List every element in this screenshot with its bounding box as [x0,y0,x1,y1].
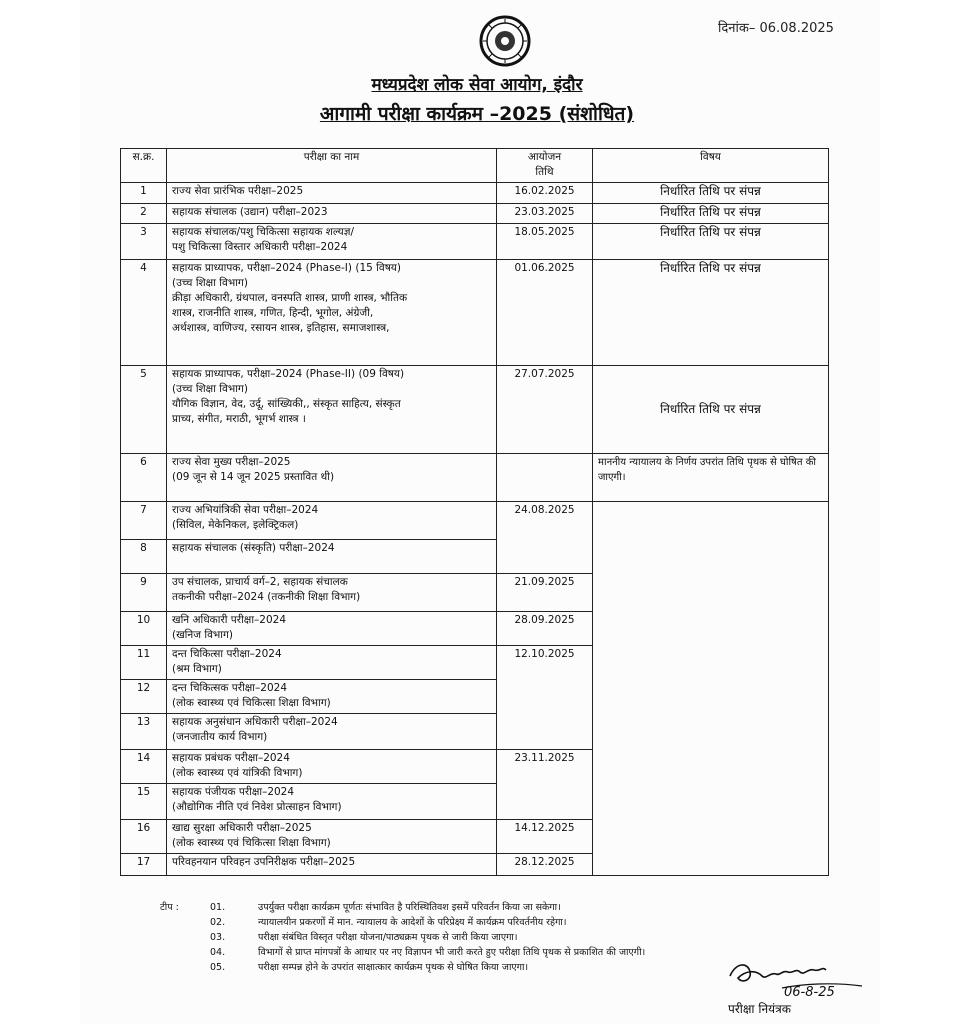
header-subject: विषय [593,149,829,183]
exam-name-cell: सहायक संचालक (उद्यान) परीक्षा–2023 [167,204,497,224]
header-date: आयोजन तिथि [497,149,593,183]
note-item: 02. न्यायालयीन प्रकरणों में मान. न्यायालय के आदेशों के परिप्रेक्ष्य में कार्यक्रम परिवर्तनीय रहेगा। [210,917,567,928]
date-cell: 27.07.2025 [497,366,593,454]
exam-name-cell: सहायक प्रबंधक परीक्षा–2024 (लोक स्वास्थ्य एवं यांत्रिकी विभाग) [167,750,497,784]
serial-cell: 8 [121,540,167,574]
serial-cell: 10 [121,612,167,646]
status-cell: निर्धारित तिथि पर संपन्न [593,204,829,224]
exam-name-cell: राज्य अभियांत्रिकी सेवा परीक्षा–2024 (सिविल, मेकेनिकल, इलेक्ट्रिकल) [167,502,497,540]
serial-cell: 4 [121,260,167,366]
serial-cell: 16 [121,820,167,854]
date-cell: 01.06.2025 [497,260,593,366]
date-cell: 23.11.2025 [497,750,593,820]
note-item: 05. परीक्षा सम्पन्न होने के उपरांत साक्षात्कार कार्यक्रम पृथक से घोषित किया जाएगा। [210,962,529,973]
date-cell: 24.08.2025 [497,502,593,574]
serial-cell: 12 [121,680,167,714]
serial-cell: 11 [121,646,167,680]
exam-name-cell: दन्त चिकित्सा परीक्षा–2024 (श्रम विभाग) [167,646,497,680]
date-cell: 28.12.2025 [497,854,593,876]
serial-cell: 15 [121,784,167,820]
exam-name-cell: खाद्य सुरक्षा अधिकारी परीक्षा–2025 (लोक स्वास्थ्य एवं चिकित्सा शिक्षा विभाग) [167,820,497,854]
exam-name-cell: सहायक अनुसंधान अधिकारी परीक्षा–2024 (जनजातीय कार्य विभाग) [167,714,497,750]
date-cell: 28.09.2025 [497,612,593,646]
note-item: टीप : 01. उपर्युक्त परीक्षा कार्यक्रम पूर्णतः संभावित है परिस्थितिवश इसमें परिवर्तन किया जा सकेगा। [160,902,561,913]
serial-cell: 13 [121,714,167,750]
table-row [121,260,829,366]
exam-schedule-table [120,148,829,876]
exam-name-cell: परिवहनयान परिवहन उपनिरीक्षक परीक्षा–2025 [167,854,497,876]
table-row [121,204,829,224]
exam-name-cell: सहायक प्राध्यापक, परीक्षा–2024 (Phase-I) (15 विषय) (उच्च शिक्षा विभाग) क्रीड़ा अधिकारी, ग्रंथपाल, वनस्पति शास्त्र, प्राणी शास्त्र, भौतिक शास्त्र, राजनीति शास्त्र, गणित, हिन्दी, भूगोल, अंग्रेजी, अर्थशास्त्र, वाणिज्य, रसायन शास्त्र, इतिहास, समाजशास्त्र, [167,260,497,366]
status-cell: निर्धारित तिथि पर संपन्न [593,366,829,454]
exam-name-cell: सहायक संचालक/पशु चिकित्सा सहायक शल्यज्ञ/ पशु चिकित्सा विस्तार अधिकारी परीक्षा–2024 [167,224,497,260]
date-cell: 23.03.2025 [497,204,593,224]
date-cell: 21.09.2025 [497,574,593,612]
signatory-title: परीक्षा नियंत्रक [728,1002,791,1016]
status-cell: निर्धारित तिथि पर संपन्न [593,224,829,260]
serial-cell: 9 [121,574,167,612]
exam-name-cell: दन्त चिकित्सक परीक्षा–2024 (लोक स्वास्थ्य एवं चिकित्सा शिक्षा विभाग) [167,680,497,714]
exam-name-cell: खनि अधिकारी परीक्षा–2024 (खनिज विभाग) [167,612,497,646]
notes-label: टीप : [160,902,179,913]
exam-name-cell: सहायक प्राध्यापक, परीक्षा–2024 (Phase-II) (09 विषय) (उच्च शिक्षा विभाग) यौगिक विज्ञान, वेद, उर्दू, सांख्यिकी,, संस्कृत साहित्य, संस्कृत प्राच्य, संगीत, मराठी, भूगर्भ शास्त्र । [167,366,497,454]
table-header-row [121,149,829,183]
serial-cell: 5 [121,366,167,454]
organization-name: मध्यप्रदेश लोक सेवा आयोग, इंदौर [371,75,583,95]
exam-name-cell: राज्य सेवा मुख्य परीक्षा–2025 (09 जून से 14 जून 2025 प्रस्तावित थी) [167,454,497,502]
date-value: 06.08.2025 [759,21,834,36]
note-item: 04. विभागों से प्राप्त मांगपत्रों के आधार पर नए विज्ञापन भी जारी करते हुए परीक्षा तिथि पृथक से प्रकाशित की जाएगी। [210,947,646,958]
serial-cell: 7 [121,502,167,540]
handwritten-signature [722,958,872,998]
table-row [121,183,829,204]
mppsc-seal-emblem [479,15,531,67]
date-cell: 14.12.2025 [497,820,593,854]
serial-cell: 3 [121,224,167,260]
table-row [121,454,829,502]
exam-name-cell: राज्य सेवा प्रारंभिक परीक्षा–2025 [167,183,497,204]
date-cell: 16.02.2025 [497,183,593,204]
serial-cell: 17 [121,854,167,876]
table-row [121,224,829,260]
exam-name-cell: उप संचालक, प्राचार्य वर्ग–2, सहायक संचालक तकनीकी परीक्षा–2024 (तकनीकी शिक्षा विभाग) [167,574,497,612]
date-cell: 18.05.2025 [497,224,593,260]
serial-cell: 1 [121,183,167,204]
date-label: दिनांक– [718,21,756,36]
exam-name-cell: सहायक पंजीयक परीक्षा–2024 (औद्योगिक नीति एवं निवेश प्रोत्साहन विभाग) [167,784,497,820]
status-cell-empty [593,502,829,876]
date-cell [497,454,593,502]
note-item: 03. परीक्षा संबंधित विस्तृत परीक्षा योजना/पाठ्यक्रम पृथक से जारी किया जाएगा। [210,932,518,943]
status-cell: माननीय न्यायालय के निर्णय उपरांत तिथि पृथक से घोषित की जाएगी। [593,454,829,502]
document-title: आगामी परीक्षा कार्यक्रम –2025 (संशोधित) [319,103,635,125]
table-row [121,366,829,454]
serial-cell: 2 [121,204,167,224]
status-cell: निर्धारित तिथि पर संपन्न [593,260,829,366]
table-row [121,502,829,540]
issue-date [718,18,834,36]
serial-cell: 6 [121,454,167,502]
header-serial: स.क्र. [121,149,167,183]
header-exam-name: परीक्षा का नाम [167,149,497,183]
svg-text:06-8-25: 06-8-25 [784,985,835,998]
date-cell: 12.10.2025 [497,646,593,750]
status-cell: निर्धारित तिथि पर संपन्न [593,183,829,204]
exam-name-cell: सहायक संचालक (संस्कृति) परीक्षा–2024 [167,540,497,574]
serial-cell: 14 [121,750,167,784]
notes-section [160,900,720,975]
